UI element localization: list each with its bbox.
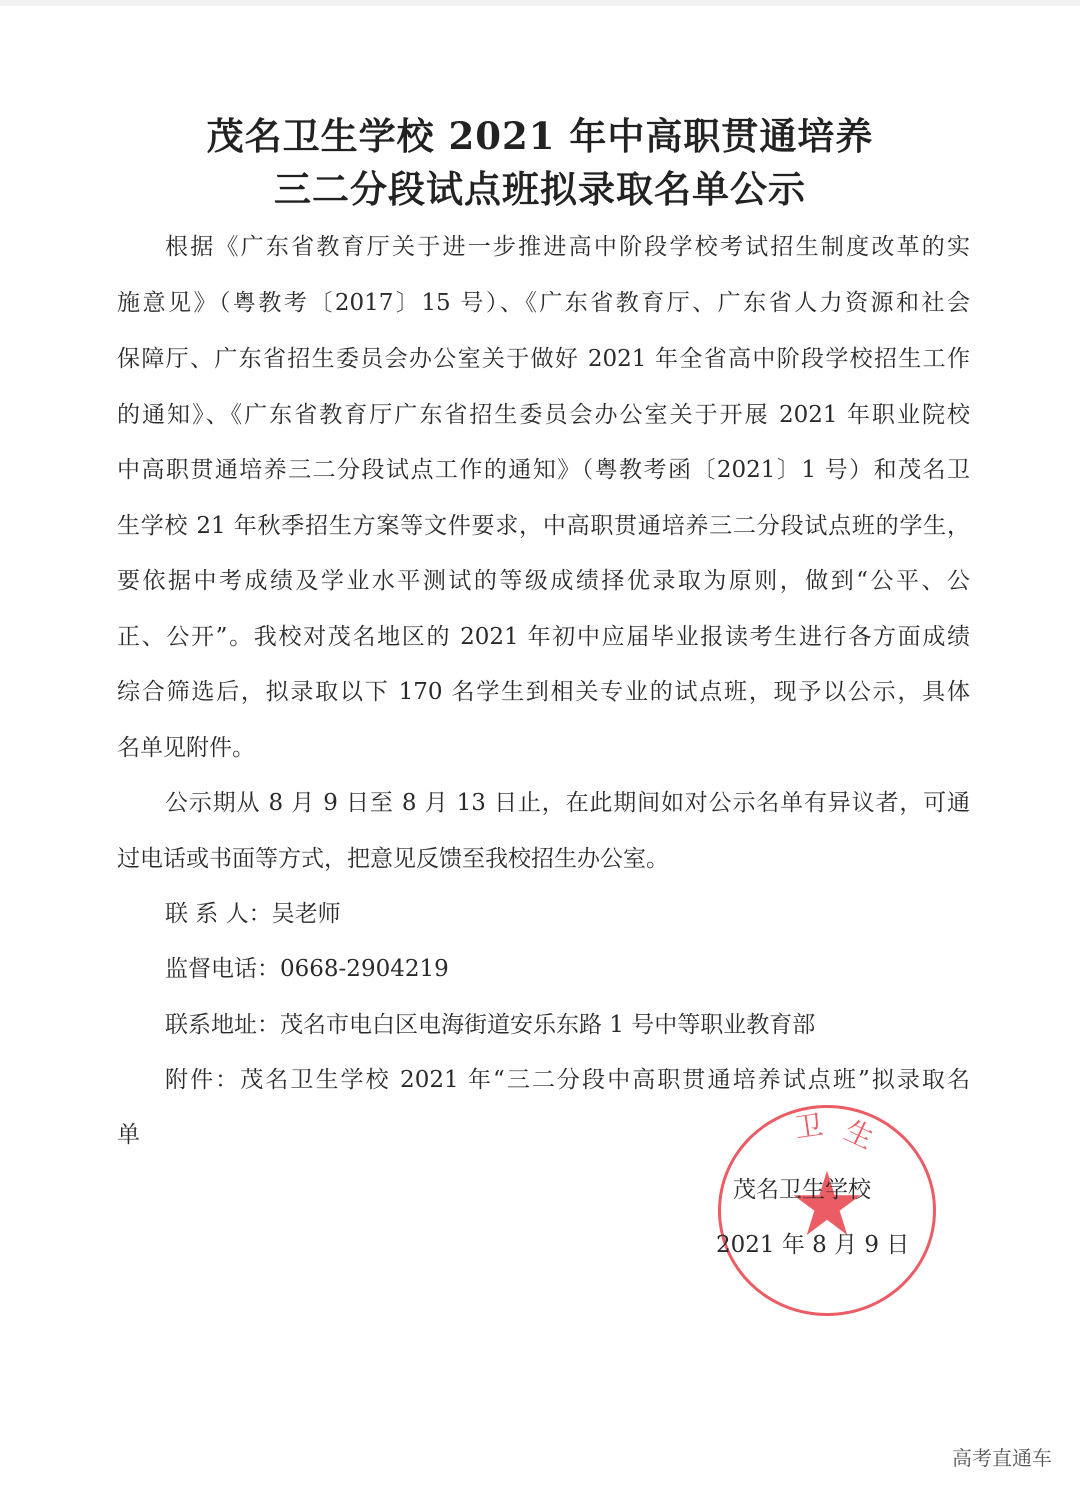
body-line: 过电话或书面等方式，把意见反馈至我校招生办公室。 <box>117 846 669 872</box>
body-line: 正、公开”。我校对茂名地区的 2021 年初中应届毕业报读考生进行各方面成绩 <box>117 624 970 650</box>
body-line: 要依据中考成绩及学业水平测试的等级成绩择优录取为原则，做到“公平、公 <box>117 568 970 594</box>
scan-edge <box>0 0 1080 6</box>
contact-person: 联 系 人：吴老师 <box>165 901 341 927</box>
supervision-phone: 监督电话：0668-2904219 <box>165 956 449 982</box>
contact-address: 联系地址：茂名市电白区电海街道安乐东路 1 号中等职业教育部 <box>165 1012 816 1038</box>
body-line: 保障厅、广东省招生委员会办公室关于做好 2021 年全省高中阶段学校招生工作 <box>117 346 970 372</box>
signature-school: 茂名卫生学校 <box>733 1177 871 1203</box>
document-title-line-2: 三二分段试点班拟录取名单公示 <box>274 167 806 211</box>
seal-glyph: 生 <box>839 1113 879 1156</box>
watermark: 高考直通车 <box>952 1446 1052 1470</box>
document-title-line-1: 茂名卫生学校 2021 年中高职贯通培养 <box>206 114 874 158</box>
body-line: 名单见附件。 <box>117 735 255 761</box>
official-seal <box>718 1105 936 1316</box>
attachment-line: 附件：茂名卫生学校 2021 年“三二分段中高职贯通培养试点班”拟录取名 <box>165 1067 970 1093</box>
attachment-line: 单 <box>117 1122 140 1148</box>
body-line: 公示期从 8 月 9 日至 8 月 13 日止，在此期间如对公示名单有异议者，可通 <box>165 790 970 816</box>
body-line: 中高职贯通培养三二分段试点工作的通知》（粤教考函〔2021〕1 号）和茂名卫 <box>117 457 970 483</box>
body-line: 根据《广东省教育厅关于进一步推进高中阶段学校考试招生制度改革的实 <box>165 234 970 260</box>
body-line: 的通知》、《广东省教育厅广东省招生委员会办公室关于开展 2021 年职业院校 <box>117 402 970 428</box>
signature-date: 2021 年 8 月 9 日 <box>716 1232 910 1258</box>
body-line: 生学校 21 年秋季招生方案等文件要求，中高职贯通培养三二分段试点班的学生， <box>117 513 970 539</box>
seal-glyph: 卫 <box>792 1108 826 1145</box>
body-line: 施意见》（粤教考〔2017〕15 号）、《广东省教育厅、广东省人力资源和社会 <box>117 290 970 316</box>
body-line: 综合筛选后，拟录取以下 170 名学生到相关专业的试点班，现予以公示，具体 <box>117 679 970 705</box>
